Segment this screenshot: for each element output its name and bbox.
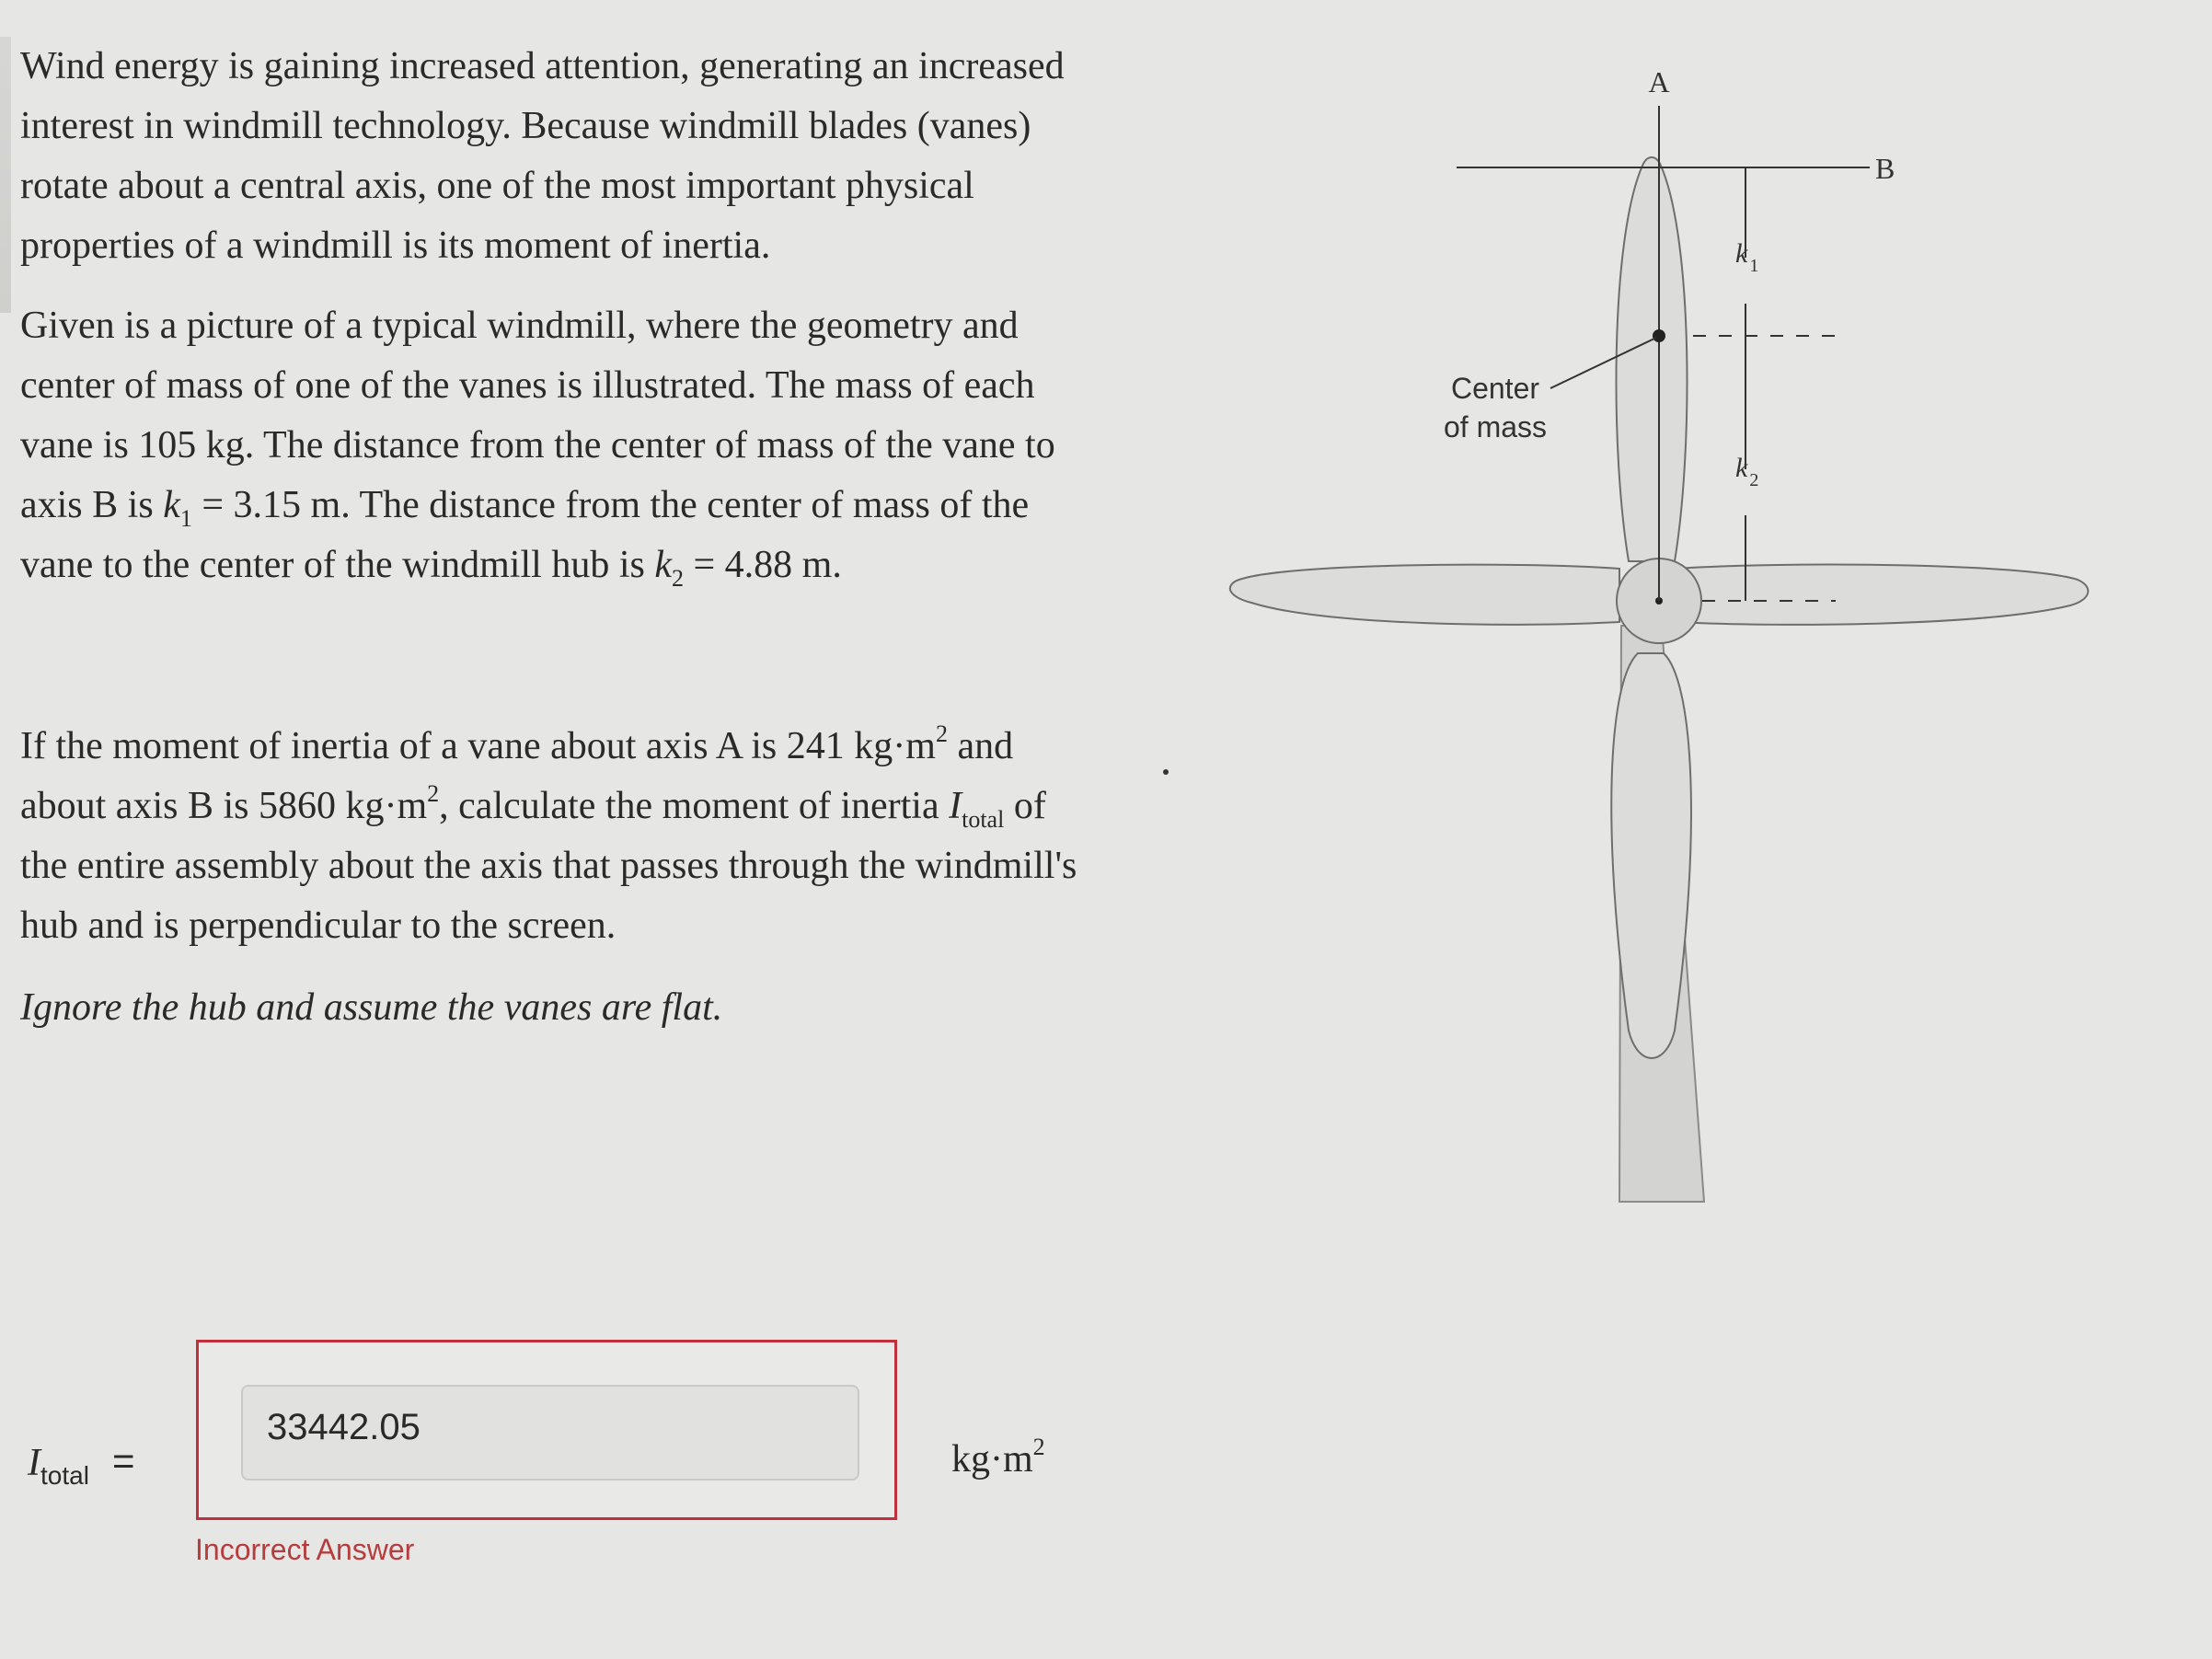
question-text-c: , calculate the moment of inertia bbox=[439, 785, 950, 827]
question-sup-2: 2 bbox=[427, 780, 440, 807]
answer-label-subscript: total bbox=[40, 1461, 89, 1490]
k2-label: k $_2$ bbox=[1735, 453, 1759, 490]
answer-input[interactable]: 33442.05 bbox=[241, 1385, 859, 1480]
com-label-line2: of mass bbox=[1443, 410, 1548, 444]
windmill-figure bbox=[1196, 37, 2116, 1233]
k1-label: k $_1$ bbox=[1735, 238, 1759, 276]
k2-subscript: 2 bbox=[672, 565, 684, 592]
center-of-mass-dot bbox=[1653, 329, 1665, 342]
answer-row bbox=[28, 1340, 1086, 1570]
upper-vane bbox=[1616, 157, 1687, 561]
problem-statement bbox=[20, 37, 1088, 1038]
I-subscript: total bbox=[962, 806, 1005, 833]
question-text-d: of the entire assembly about the axis that passes through the windmill's hub and is perpendicular to the screen. bbox=[20, 785, 1077, 947]
question-text-a: If the moment of inertia of a vane about axis A is 241 kg·m bbox=[20, 725, 936, 767]
com-label-line1: Center bbox=[1450, 372, 1540, 405]
page-edge-strip bbox=[0, 37, 11, 313]
axis-a-label: A bbox=[1648, 65, 1670, 98]
given-text-a: Given is a picture of a typical windmill, where the geometry and center of mass of one of the vanes is illustrated. The mass of each vane is 105 kg. The distance from the center of mass of the vane to axis B is bbox=[20, 305, 1055, 526]
k1-subscript: 1 bbox=[179, 505, 192, 532]
right-vane bbox=[1675, 565, 2088, 625]
given-text-c: = 4.88 m. bbox=[684, 544, 842, 586]
question-text-b: and about axis B is 5860 kg·m bbox=[20, 725, 1014, 827]
intro-paragraph: Wind energy is gaining increased attention, generating an increased interest in windmill technology. Because windmill blades (vanes) rotate about a central axis, one of the most important physical properties of a windmill is its moment of inertia. bbox=[20, 45, 1065, 267]
question-paragraph bbox=[20, 717, 1088, 956]
left-vane bbox=[1230, 565, 1619, 625]
given-paragraph bbox=[20, 296, 1088, 595]
axis-b-label: B bbox=[1875, 152, 1895, 185]
answer-equals: = bbox=[112, 1439, 135, 1482]
given-text-b: = 3.15 m. The distance from the center of mass of the vane to the center of the windmill hub is bbox=[20, 484, 1030, 586]
question-sup-1: 2 bbox=[935, 720, 948, 747]
answer-box-error bbox=[196, 1340, 897, 1520]
answer-label-symbol: I bbox=[28, 1442, 40, 1484]
feedback-incorrect: Incorrect Answer bbox=[195, 1533, 415, 1566]
answer-unit bbox=[951, 1434, 1045, 1481]
instruction-note: Ignore the hub and assume the vanes are flat. bbox=[20, 986, 723, 1029]
k1-symbol: k bbox=[163, 484, 180, 526]
answer-unit-sup: 2 bbox=[1032, 1434, 1045, 1460]
answer-label bbox=[28, 1441, 89, 1491]
k2-symbol: k bbox=[654, 544, 672, 586]
stray-mark bbox=[1163, 769, 1169, 775]
I-symbol: I bbox=[949, 785, 962, 827]
answer-unit-text: kg·m bbox=[951, 1438, 1033, 1480]
